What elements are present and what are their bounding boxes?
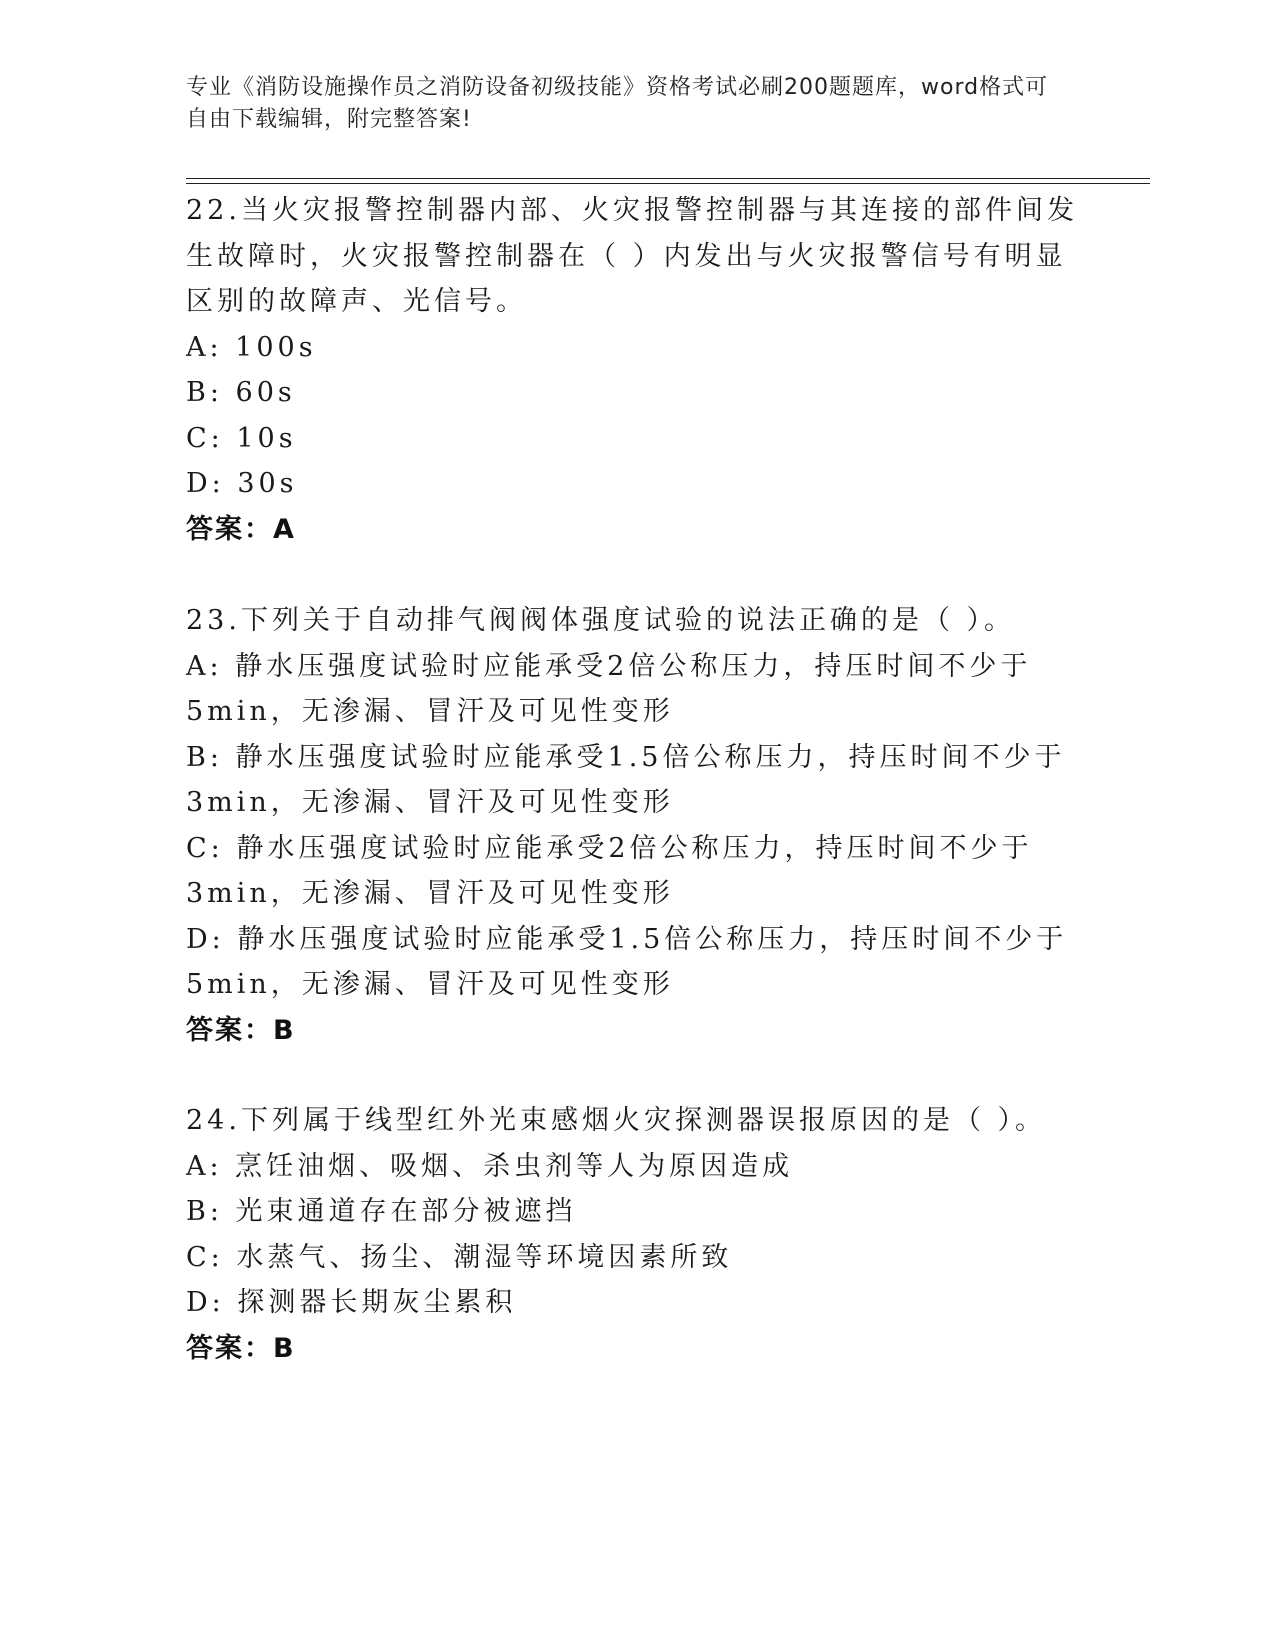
option-a: A: 静水压强度试验时应能承受2倍公称压力，持压时间不少于5min，无渗漏、冒汗及可见性变形 (186, 650, 1032, 727)
option-a: A: 100s (186, 331, 317, 363)
header-divider-top (186, 178, 1150, 179)
option-c: C: 静水压强度试验时应能承受2倍公称压力，持压时间不少于3min，无渗漏、冒汗及可见性变形 (186, 832, 1033, 909)
option-b: B: 静水压强度试验时应能承受1.5倍公称压力，持压时间不少于3min，无渗漏、冒汗及可见性变形 (186, 741, 1066, 818)
option-d: D: 30s (186, 468, 298, 499)
option-c: C: 水蒸气、扬尘、潮湿等环境因素所致 (186, 1241, 733, 1273)
answer-label: 答案：B (186, 1014, 296, 1046)
answer-label: 答案：B (186, 1332, 296, 1364)
question-stem: 24.下列属于线型红外光束感烟火灾探测器误报原因的是（ ）。 (186, 1105, 1047, 1136)
header-divider-bottom (186, 183, 1150, 184)
option-d: D: 探测器长期灰尘累积 (186, 1287, 517, 1318)
option-b: B: 光束通道存在部分被遮挡 (186, 1196, 577, 1227)
document-header: 专业《消防设施操作员之消防设备初级技能》资格考试必刷200题题库，word格式可自由下载编辑，附完整答案! (186, 75, 1049, 132)
question-24 (186, 1098, 1086, 1371)
option-d: D: 静水压强度试验时应能承受1.5倍公称压力，持压时间不少于5min，无渗漏、冒汗及可见性变形 (186, 923, 1068, 1000)
option-c: C: 10s (186, 422, 297, 454)
option-b: B: 60s (186, 377, 296, 408)
question-23 (186, 598, 1086, 1053)
question-stem: 22.当火灾报警控制器内部、火灾报警控制器与其连接的部件间发生故障时，火灾报警控制器在（ ）内发出与火灾报警信号有明显区别的故障声、光信号。 (186, 195, 1078, 317)
option-a: A: 烹饪油烟、吸烟、杀虫剂等人为原因造成 (186, 1150, 794, 1182)
answer-label: 答案：A (186, 513, 296, 545)
question-stem: 23.下列关于自动排气阀阀体强度试验的说法正确的是（ ）。 (186, 605, 1016, 636)
question-22 (186, 188, 1086, 552)
